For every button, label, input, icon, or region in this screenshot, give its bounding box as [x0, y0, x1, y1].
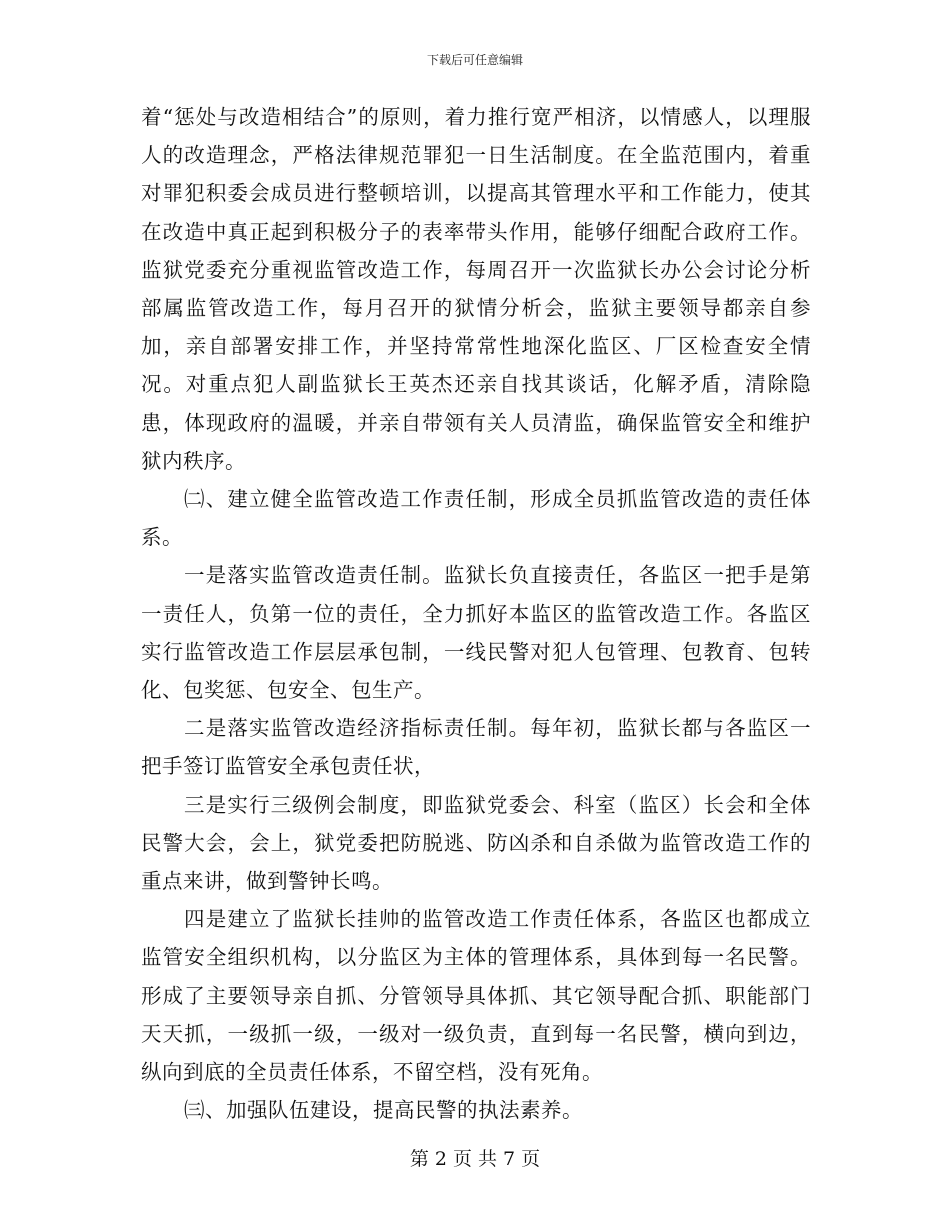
- document-body: [141, 98, 811, 1129]
- paragraph-item-4: 四是建立了监狱长挂帅的监管改造工作责任体系，各监区也都成立监管安全组织机构，以分监区为主体的管理体系，具体到每一名民警。形成了主要领导亲自抓、分管领导具体抓、其它领导配合抓、职能部门天天抓，一级抓一级，一级对一级负责，直到每一名民警，横向到边，纵向到底的全员责任体系，不留空档，没有死角。: [141, 907, 811, 1085]
- section-heading-2: ㈡、建立健全监管改造工作责任制，形成全员抓监管改造的责任体系。: [141, 487, 811, 550]
- paragraph-item-1: 一是落实监管改造责任制。监狱长负直接责任，各监区一把手是第一责任人，负第一位的责任，全力抓好本监区的监管改造工作。各监区实行监管改造工作层层承包制，一线民警对犯人包管理、包教育、包转化、包奖惩、包安全、包生产。: [141, 563, 811, 703]
- page-number: 第 2 页 共 7 页: [409, 1148, 541, 1170]
- paragraph-item-2: 二是落实监管改造经济指标责任制。每年初，监狱长都与各监区一把手签订监管安全承包责任状，: [141, 716, 811, 779]
- paragraph-continuation: 着“惩处与改造相结合”的原则，着力推行宽严相济，以情感人，以理服人的改造理念，严格法律规范罪犯一日生活制度。在全监范围内，着重对罪犯积委会成员进行整顿培训，以提高其管理水平和工作能力，使其在改造中真正起到积极分子的表率带头作用，能够仔细配合政府工作。监狱党委充分重视监管改造工作，每周召开一次监狱长办公会讨论分析部属监管改造工作，每月召开的狱情分析会，监狱主要领导都亲自参加，亲自部署安排工作，并坚持常常性地深化监区、厂区检查安全情况。对重点犯人副监狱长王英杰还亲自找其谈话，化解矛盾，清除隐患，体现政府的温暖，并亲自带领有关人员清监，确保监管安全和维护狱内秩序。: [141, 105, 811, 473]
- section-heading-3: ㈢、加强队伍建设，提高民警的执法素养。: [184, 1098, 584, 1123]
- paragraph-item-3: 三是实行三级例会制度，即监狱党委会、科室（监区）长会和全体民警大会，会上，狱党委把防脱逃、防凶杀和自杀做为监管改造工作的重点来讲，做到警钟长鸣。: [141, 792, 811, 894]
- page-header-note: 下载后可任意编辑: [426, 53, 523, 67]
